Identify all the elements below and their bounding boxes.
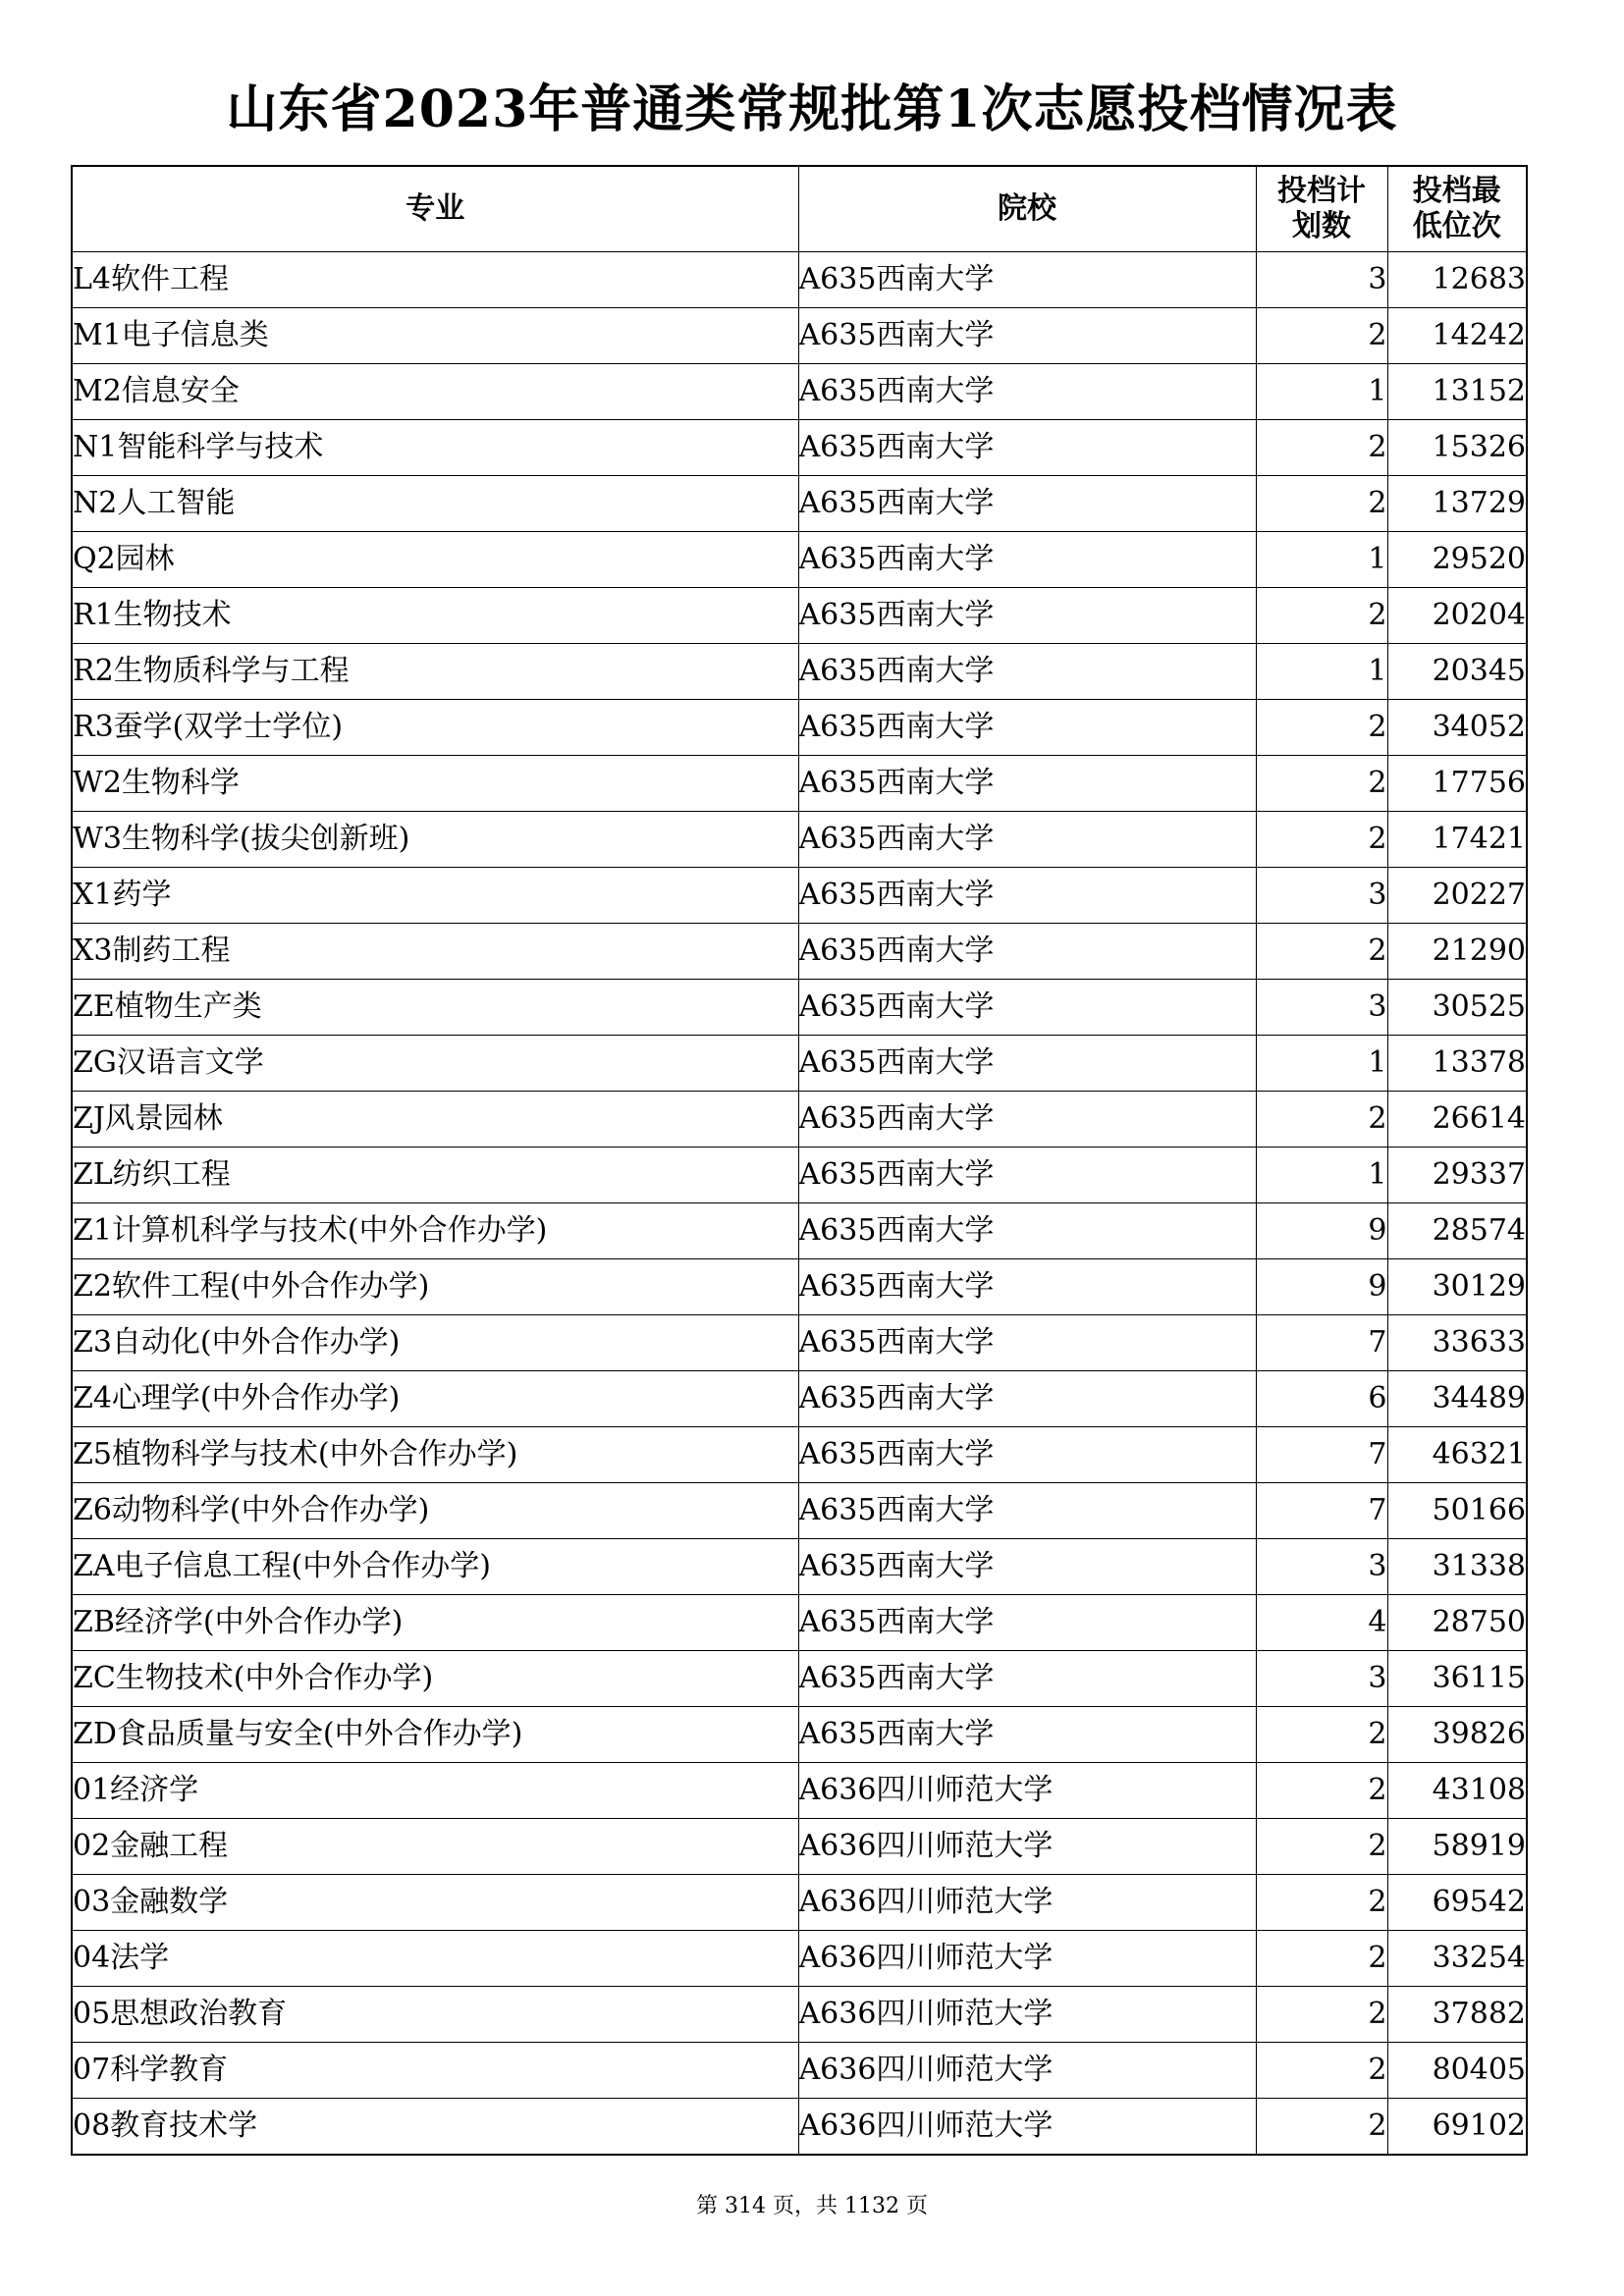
cell-min-rank: 12683 <box>1387 252 1527 308</box>
cell-plan-count: 2 <box>1256 2099 1387 2156</box>
table-row <box>72 1092 1527 1148</box>
cell-min-rank: 34052 <box>1387 700 1527 756</box>
table-row <box>72 756 1527 812</box>
table-row <box>72 700 1527 756</box>
table-body <box>72 252 1527 2156</box>
admissions-table <box>71 165 1528 2156</box>
cell-plan-count: 2 <box>1256 1987 1387 2043</box>
cell-school: A636四川师范大学 <box>798 1987 1256 2043</box>
table-row <box>72 1315 1527 1371</box>
cell-min-rank: 31338 <box>1387 1539 1527 1595</box>
table-row <box>72 1427 1527 1483</box>
cell-plan-count: 1 <box>1256 364 1387 420</box>
table-row <box>72 476 1527 532</box>
header-major-label: 专业 <box>406 191 465 226</box>
cell-min-rank: 15326 <box>1387 420 1527 476</box>
table-row <box>72 980 1527 1036</box>
cell-min-rank: 14242 <box>1387 308 1527 364</box>
cell-plan-count: 6 <box>1256 1371 1387 1427</box>
cell-school: A635西南大学 <box>798 588 1256 644</box>
table-row <box>72 1483 1527 1539</box>
cell-school: A636四川师范大学 <box>798 2043 1256 2099</box>
cell-min-rank: 17756 <box>1387 756 1527 812</box>
cell-school: A635西南大学 <box>798 420 1256 476</box>
table-row <box>72 308 1527 364</box>
cell-major: Z4心理学(中外合作办学) <box>72 1371 798 1427</box>
cell-plan-count: 3 <box>1256 980 1387 1036</box>
cell-major: ZD食品质量与安全(中外合作办学) <box>72 1707 798 1763</box>
cell-major: 05思想政治教育 <box>72 1987 798 2043</box>
cell-plan-count: 1 <box>1256 1036 1387 1092</box>
cell-min-rank: 20204 <box>1387 588 1527 644</box>
cell-school: A635西南大学 <box>798 1427 1256 1483</box>
cell-plan-count: 2 <box>1256 1092 1387 1148</box>
header-school <box>798 166 1256 252</box>
cell-plan-count: 9 <box>1256 1259 1387 1315</box>
cell-major: 03金融数学 <box>72 1875 798 1931</box>
cell-plan-count: 1 <box>1256 532 1387 588</box>
cell-plan-count: 3 <box>1256 252 1387 308</box>
cell-min-rank: 69102 <box>1387 2099 1527 2156</box>
table-row <box>72 1819 1527 1875</box>
cell-major: ZA电子信息工程(中外合作办学) <box>72 1539 798 1595</box>
table-row <box>72 1148 1527 1203</box>
header-plan-label: 投档计 划数 <box>1277 174 1366 243</box>
cell-school: A635西南大学 <box>798 868 1256 924</box>
cell-plan-count: 2 <box>1256 924 1387 980</box>
table-row <box>72 2099 1527 2156</box>
cell-major: M2信息安全 <box>72 364 798 420</box>
cell-major: Z6动物科学(中外合作办学) <box>72 1483 798 1539</box>
cell-plan-count: 2 <box>1256 1875 1387 1931</box>
cell-major: R3蚕学(双学士学位) <box>72 700 798 756</box>
table-row <box>72 1203 1527 1259</box>
table-row <box>72 812 1527 868</box>
cell-min-rank: 13729 <box>1387 476 1527 532</box>
cell-min-rank: 30129 <box>1387 1259 1527 1315</box>
cell-school: A635西南大学 <box>798 1315 1256 1371</box>
cell-min-rank: 29520 <box>1387 532 1527 588</box>
cell-school: A635西南大学 <box>798 252 1256 308</box>
cell-school: A635西南大学 <box>798 1203 1256 1259</box>
cell-school: A635西南大学 <box>798 1148 1256 1203</box>
cell-school: A635西南大学 <box>798 700 1256 756</box>
cell-plan-count: 3 <box>1256 1651 1387 1707</box>
cell-major: M1电子信息类 <box>72 308 798 364</box>
cell-school: A635西南大学 <box>798 756 1256 812</box>
cell-min-rank: 43108 <box>1387 1763 1527 1819</box>
table-row <box>72 1707 1527 1763</box>
table-row <box>72 1539 1527 1595</box>
table-row <box>72 532 1527 588</box>
cell-min-rank: 80405 <box>1387 2043 1527 2099</box>
cell-plan-count: 3 <box>1256 868 1387 924</box>
cell-school: A636四川师范大学 <box>798 2099 1256 2156</box>
cell-plan-count: 2 <box>1256 1763 1387 1819</box>
cell-plan-count: 2 <box>1256 2043 1387 2099</box>
cell-plan-count: 2 <box>1256 588 1387 644</box>
table-row <box>72 364 1527 420</box>
cell-school: A635西南大学 <box>798 1483 1256 1539</box>
cell-major: ZC生物技术(中外合作办学) <box>72 1651 798 1707</box>
cell-school: A636四川师范大学 <box>798 1763 1256 1819</box>
cell-min-rank: 30525 <box>1387 980 1527 1036</box>
table-row <box>72 1371 1527 1427</box>
table-row <box>72 868 1527 924</box>
table-row <box>72 420 1527 476</box>
header-plan-count <box>1256 166 1387 252</box>
cell-plan-count: 2 <box>1256 812 1387 868</box>
cell-plan-count: 2 <box>1256 700 1387 756</box>
cell-plan-count: 4 <box>1256 1595 1387 1651</box>
cell-major: Z5植物科学与技术(中外合作办学) <box>72 1427 798 1483</box>
cell-school: A636四川师范大学 <box>798 1819 1256 1875</box>
cell-plan-count: 2 <box>1256 1931 1387 1987</box>
table-row <box>72 588 1527 644</box>
cell-min-rank: 39826 <box>1387 1707 1527 1763</box>
table-row <box>72 1987 1527 2043</box>
cell-major: X3制药工程 <box>72 924 798 980</box>
cell-school: A635西南大学 <box>798 924 1256 980</box>
cell-major: X1药学 <box>72 868 798 924</box>
table-row <box>72 252 1527 308</box>
table-row <box>72 1931 1527 1987</box>
cell-min-rank: 34489 <box>1387 1371 1527 1427</box>
cell-school: A635西南大学 <box>798 1259 1256 1315</box>
cell-min-rank: 69542 <box>1387 1875 1527 1931</box>
cell-major: L4软件工程 <box>72 252 798 308</box>
cell-min-rank: 50166 <box>1387 1483 1527 1539</box>
cell-school: A635西南大学 <box>798 532 1256 588</box>
cell-plan-count: 9 <box>1256 1203 1387 1259</box>
cell-min-rank: 28750 <box>1387 1595 1527 1651</box>
cell-min-rank: 33633 <box>1387 1315 1527 1371</box>
cell-plan-count: 1 <box>1256 644 1387 700</box>
cell-min-rank: 29337 <box>1387 1148 1527 1203</box>
cell-major: W2生物科学 <box>72 756 798 812</box>
cell-school: A635西南大学 <box>798 364 1256 420</box>
cell-min-rank: 28574 <box>1387 1203 1527 1259</box>
cell-major: R1生物技术 <box>72 588 798 644</box>
table-row <box>72 1259 1527 1315</box>
cell-plan-count: 2 <box>1256 420 1387 476</box>
cell-school: A635西南大学 <box>798 644 1256 700</box>
cell-major: ZG汉语言文学 <box>72 1036 798 1092</box>
cell-plan-count: 2 <box>1256 1819 1387 1875</box>
cell-min-rank: 33254 <box>1387 1931 1527 1987</box>
cell-plan-count: 2 <box>1256 308 1387 364</box>
cell-major: 02金融工程 <box>72 1819 798 1875</box>
cell-min-rank: 13152 <box>1387 364 1527 420</box>
table-row <box>72 924 1527 980</box>
cell-plan-count: 2 <box>1256 756 1387 812</box>
cell-school: A635西南大学 <box>798 1092 1256 1148</box>
cell-plan-count: 2 <box>1256 476 1387 532</box>
cell-school: A635西南大学 <box>798 980 1256 1036</box>
cell-major: R2生物质科学与工程 <box>72 644 798 700</box>
cell-school: A635西南大学 <box>798 1371 1256 1427</box>
cell-major: ZL纺织工程 <box>72 1148 798 1203</box>
cell-plan-count: 2 <box>1256 1707 1387 1763</box>
table-row <box>72 1875 1527 1931</box>
cell-major: W3生物科学(拔尖创新班) <box>72 812 798 868</box>
cell-min-rank: 20227 <box>1387 868 1527 924</box>
cell-school: A635西南大学 <box>798 476 1256 532</box>
cell-min-rank: 21290 <box>1387 924 1527 980</box>
cell-min-rank: 36115 <box>1387 1651 1527 1707</box>
cell-major: Z3自动化(中外合作办学) <box>72 1315 798 1371</box>
cell-min-rank: 26614 <box>1387 1092 1527 1148</box>
cell-major: Q2园林 <box>72 532 798 588</box>
cell-major: Z1计算机科学与技术(中外合作办学) <box>72 1203 798 1259</box>
cell-major: 08教育技术学 <box>72 2099 798 2156</box>
cell-major: 01经济学 <box>72 1763 798 1819</box>
cell-school: A635西南大学 <box>798 308 1256 364</box>
table-row <box>72 1036 1527 1092</box>
table-row <box>72 2043 1527 2099</box>
cell-school: A635西南大学 <box>798 1651 1256 1707</box>
table-row <box>72 1651 1527 1707</box>
table-row <box>72 1595 1527 1651</box>
cell-min-rank: 37882 <box>1387 1987 1527 2043</box>
cell-major: N1智能科学与技术 <box>72 420 798 476</box>
cell-school: A635西南大学 <box>798 1539 1256 1595</box>
cell-plan-count: 7 <box>1256 1315 1387 1371</box>
page-footer: 第 314 页，共 1132 页 <box>696 2194 928 2218</box>
cell-major: 07科学教育 <box>72 2043 798 2099</box>
page-title: 山东省2023年普通类常规批第1次志愿投档情况表 <box>226 80 1398 139</box>
cell-min-rank: 20345 <box>1387 644 1527 700</box>
cell-school: A636四川师范大学 <box>798 1875 1256 1931</box>
cell-min-rank: 17421 <box>1387 812 1527 868</box>
cell-school: A635西南大学 <box>798 812 1256 868</box>
cell-major: 04法学 <box>72 1931 798 1987</box>
cell-school: A635西南大学 <box>798 1707 1256 1763</box>
table-row <box>72 1763 1527 1819</box>
cell-plan-count: 3 <box>1256 1539 1387 1595</box>
header-school-label: 院校 <box>998 191 1056 226</box>
header-min-rank <box>1387 166 1527 252</box>
cell-min-rank: 46321 <box>1387 1427 1527 1483</box>
cell-major: ZJ风景园林 <box>72 1092 798 1148</box>
cell-major: ZE植物生产类 <box>72 980 798 1036</box>
cell-major: N2人工智能 <box>72 476 798 532</box>
cell-plan-count: 7 <box>1256 1427 1387 1483</box>
cell-major: Z2软件工程(中外合作办学) <box>72 1259 798 1315</box>
cell-school: A636四川师范大学 <box>798 1931 1256 1987</box>
cell-min-rank: 13378 <box>1387 1036 1527 1092</box>
cell-school: A635西南大学 <box>798 1036 1256 1092</box>
table-header <box>72 166 1527 252</box>
header-row <box>72 166 1527 252</box>
table-row <box>72 644 1527 700</box>
cell-min-rank: 58919 <box>1387 1819 1527 1875</box>
cell-school: A635西南大学 <box>798 1595 1256 1651</box>
header-rank-label: 投档最 低位次 <box>1412 174 1501 243</box>
cell-plan-count: 1 <box>1256 1148 1387 1203</box>
cell-plan-count: 7 <box>1256 1483 1387 1539</box>
cell-major: ZB经济学(中外合作办学) <box>72 1595 798 1651</box>
header-major <box>72 166 798 252</box>
